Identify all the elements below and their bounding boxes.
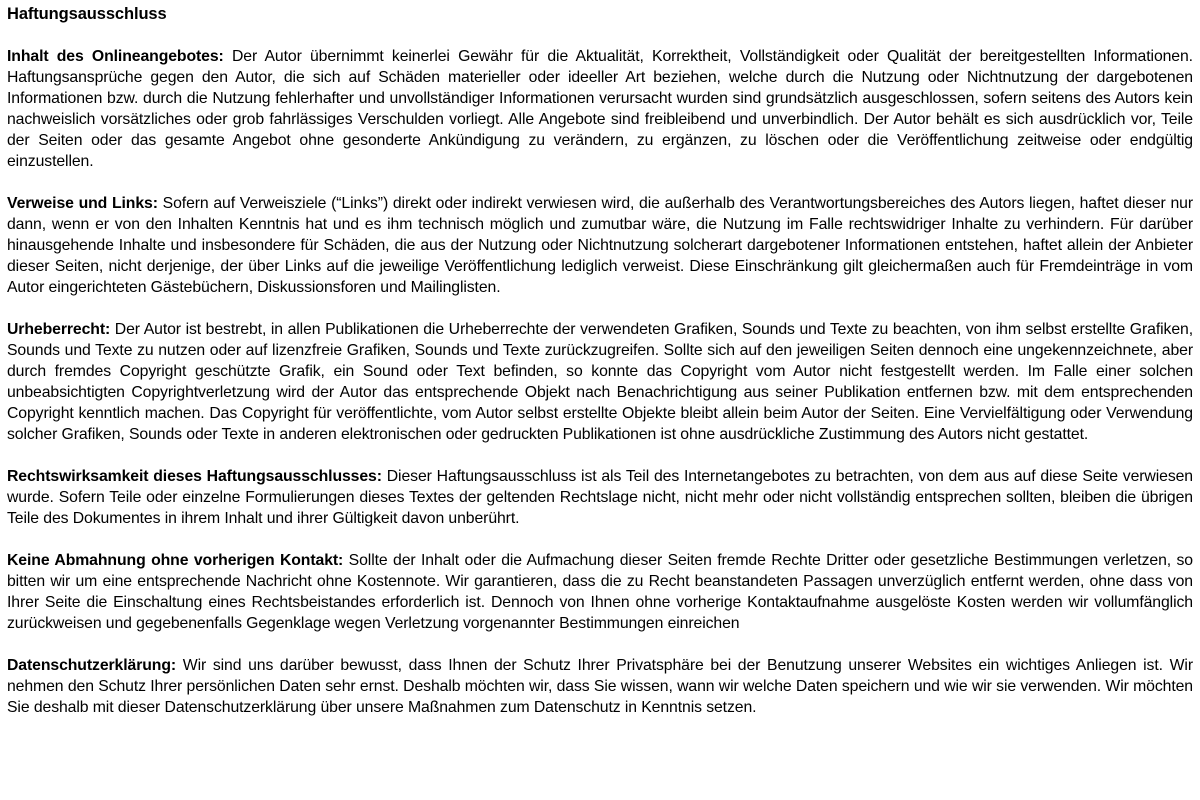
- paragraph-text-inhalt-des-onlineangebotes: Der Autor übernimmt keinerlei Gewähr für die Aktualität, Korrektheit, Vollständigkeit oder Qualität der bereitgestellten Informationen. Haftungsansprüche gegen den Autor, die sich auf Schäden materieller oder ideeller Art beziehen, welche durch die Nutzung oder Nichtnutzung der dargebotenen Informationen bzw. durch die Nutzung fehlerhafter und unvollständiger Informationen verursacht wurden sind grundsätzlich ausgeschlossen, sofern seitens des Autors kein nachweislich vorsätzliches oder grob fahrlässiges Verschulden vorliegt. Alle Angebote sind freibleibend und unverbindlich. Der Autor behält es sich ausdrücklich vor, Teile der Seiten oder das gesamte Angebot ohne gesonderte Ankündigung zu verändern, zu ergänzen, zu löschen oder die Veröffentlichung zeitweise oder endgültig einzustellen.: [7, 48, 1193, 170]
- paragraph-label-inhalt-des-onlineangebotes: Inhalt des Onlineangebotes:: [7, 48, 224, 65]
- paragraph-rechtswirksamkeit: [7, 466, 1193, 529]
- paragraph-text-keine-abmahnung: Sollte der Inhalt oder die Aufmachung dieser Seiten fremde Rechte Dritter oder gesetzliche Bestimmungen verletzen, so bitten wir um eine entsprechende Nachricht ohne Kostennote. Wir garantieren, dass die zu Recht beanstandeten Passagen unverzüglich entfernt werden, ohne dass von Ihrer Seite die Einschaltung eines Rechtsbeistandes erforderlich ist. Dennoch von Ihnen ohne vorherige Kontaktaufnahme ausgelöste Kosten werden wir vollumfänglich zurückweisen und gegebenenfalls Gegenklage wegen Verletzung vorgenannter Bestimmungen einreichen: [7, 552, 1193, 632]
- paragraph-label-urheberrecht: Urheberrecht:: [7, 321, 111, 338]
- paragraph-datenschutzerklaerung: [7, 655, 1193, 718]
- paragraph-label-verweise-und-links: Verweise und Links:: [7, 195, 158, 212]
- paragraph-label-keine-abmahnung: Keine Abmahnung ohne vorherigen Kontakt:: [7, 552, 344, 569]
- paragraph-text-rechtswirksamkeit: Dieser Haftungsausschluss ist als Teil des Internetangebotes zu betrachten, von dem aus auf diese Seite verwiesen wurde. Sofern Teile oder einzelne Formulierungen dieses Textes der geltenden Rechtslage nicht, nicht mehr oder nicht vollständig entsprechen sollten, bleiben die übrigen Teile des Dokumentes in ihrem Inhalt und ihrer Gültigkeit davon unberührt.: [7, 468, 1193, 527]
- paragraph-text-verweise-und-links: Sofern auf Verweisziele (“Links”) direkt oder indirekt verwiesen wird, die außerhalb des Verantwortungsbereiches des Autors liegen, haftet dieser nur dann, wenn er von den Inhalten Kenntnis hat und es ihm technisch möglich und zumutbar wäre, die Nutzung im Falle rechtswidriger Inhalte zu verhindern. Für darüber hinausgehende Inhalte und insbesondere für Schäden, die aus der Nutzung oder Nichtnutzung solcherart dargebotener Informationen entstehen, haftet allein der Anbieter dieser Seiten, nicht derjenige, der über Links auf die jeweilige Veröffentlichung lediglich verweist. Diese Einschränkung gilt gleichermaßen auch für Fremdeinträge in vom Autor eingerichteten Gästebüchern, Diskussionsforen und Mailinglisten.: [7, 195, 1193, 296]
- paragraph-label-datenschutzerklaerung: Datenschutzerklärung:: [7, 657, 177, 674]
- paragraph-label-rechtswirksamkeit: Rechtswirksamkeit dieses Haftungsausschlusses:: [7, 468, 382, 485]
- paragraph-keine-abmahnung: [7, 550, 1193, 634]
- page-title: Haftungsausschluss: [7, 5, 167, 23]
- paragraph-inhalt-des-onlineangebotes: [7, 46, 1193, 172]
- paragraph-urheberrecht: [7, 319, 1193, 445]
- paragraph-verweise-und-links: [7, 193, 1193, 298]
- paragraph-text-urheberrecht: Der Autor ist bestrebt, in allen Publikationen die Urheberrechte der verwendeten Grafiken, Sounds und Texte zu beachten, von ihm selbst erstellte Grafiken, Sounds und Texte zu nutzen oder auf lizenzfreie Grafiken, Sounds und Texte zurückzugreifen. Sollte sich auf den jeweiligen Seiten dennoch eine ungekennzeichnete, aber durch fremdes Copyright geschützte Grafik, ein Sound oder Text befinden, so konnte das Copyright vom Autor nicht festgestellt werden. Im Falle einer solchen unbeabsichtigten Copyrightverletzung wird der Autor das entsprechende Objekt nach Benachrichtigung aus seiner Publikation entfernen bzw. mit dem entsprechenden Copyright kenntlich machen. Das Copyright für veröffentlichte, vom Autor selbst erstellte Objekte bleibt allein beim Autor der Seiten. Eine Vervielfältigung oder Verwendung solcher Grafiken, Sounds oder Texte in anderen elektronischen oder gedruckten Publikationen ist ohne ausdrückliche Zustimmung des Autors nicht gestattet.: [7, 321, 1193, 443]
- paragraph-text-datenschutzerklaerung: Wir sind uns darüber bewusst, dass Ihnen der Schutz Ihrer Privatsphäre bei der Benutzung unserer Websites ein wichtiges Anliegen ist. Wir nehmen den Schutz Ihrer persönlichen Daten sehr ernst. Deshalb möchten wir, dass Sie wissen, wann wir welche Daten speichern und wie wir sie verwenden. Wir möchten Sie deshalb mit dieser Datenschutzerklärung über unsere Maßnahmen zum Datenschutz in Kenntnis setzen.: [7, 657, 1193, 716]
